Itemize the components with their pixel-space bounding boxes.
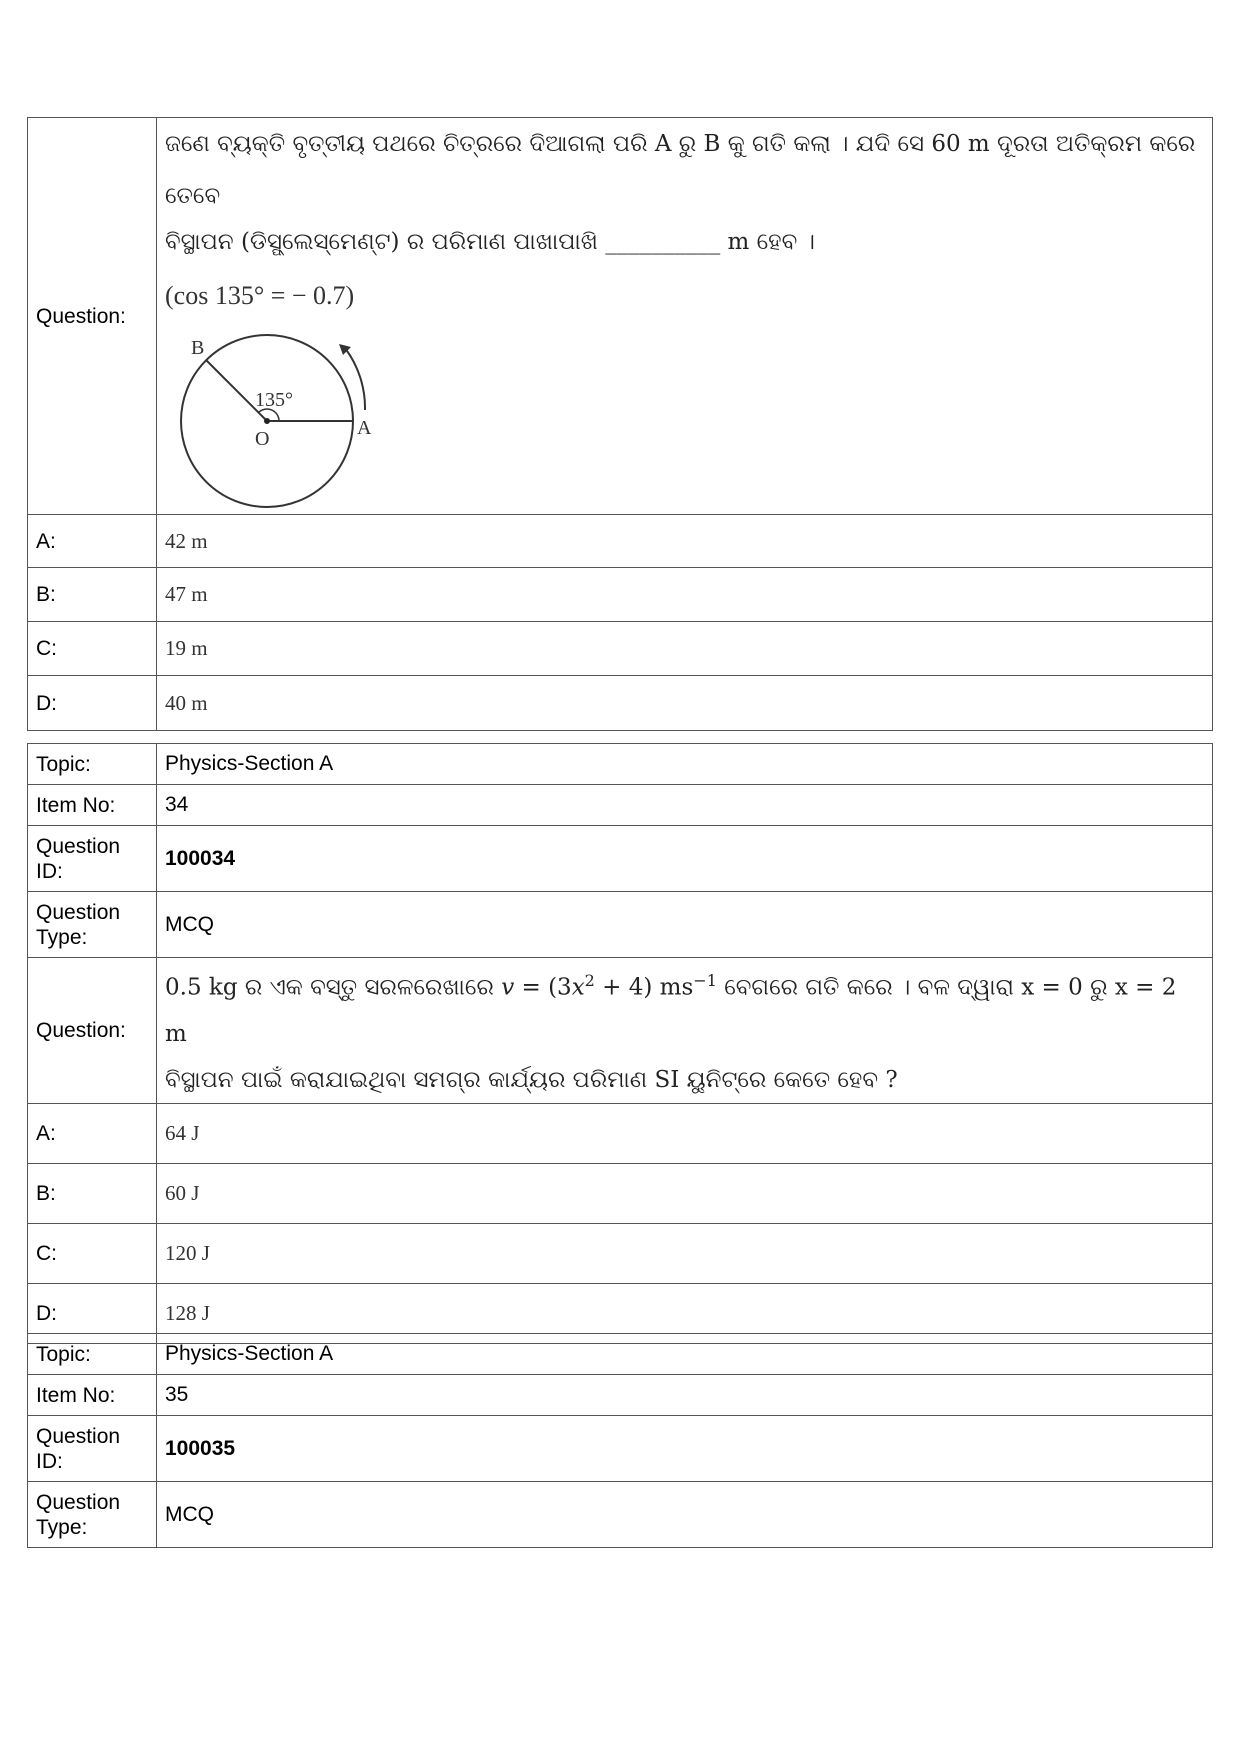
question-id-row [28,826,1213,892]
option-d-label: D: [28,676,157,731]
question-id-row [28,1416,1213,1482]
option-c-value: 19 m [157,622,1213,676]
center-point [264,418,270,424]
option-row [28,676,1213,731]
center-label: O [255,428,270,450]
option-row [28,1223,1213,1283]
option-a-value: 64 J [157,1103,1213,1163]
question-35-table [27,1333,1213,1548]
question-type-value: MCQ [157,1482,1213,1548]
topic-value: Physics-Section A [157,1334,1213,1375]
topic-label: Topic: [28,1334,157,1375]
option-d-label: D: [28,1283,157,1343]
question-id-value: 100035 [157,1416,1213,1482]
question-33-table [27,117,1213,731]
item-label: Item No: [28,785,157,826]
item-row [28,785,1213,826]
velocity-symbol: v [501,974,515,1001]
item-value: 35 [157,1375,1213,1416]
item-value: 34 [157,785,1213,826]
topic-row [28,1334,1213,1375]
topic-row [28,744,1213,785]
question-content [157,958,1213,1104]
option-row [28,1103,1213,1163]
option-a-label: A: [28,515,157,568]
option-d-value: 40 m [157,676,1213,731]
question-label: Question: [28,958,157,1104]
question-content [157,118,1213,515]
option-row [28,622,1213,676]
question-id-value: 100034 [157,826,1213,892]
point-a-label: A [357,417,372,439]
question-type-row [28,1482,1213,1548]
question-type-label: Question Type: [28,1482,157,1548]
question-label: Question: [28,118,157,515]
option-d-value: 128 J [157,1283,1213,1343]
question-id-label: Question ID: [28,1416,157,1482]
point-b-label: B [191,337,205,359]
option-row [28,1163,1213,1223]
question-text-line2: ବିସ୍ଥାପନ ପାଇଁ କରାଯାଇଥିବା ସମଗ୍ର କାର୍ଯ୍ୟର ପରିମାଣ SI ୟୁନିଟ୍‌ରେ କେତେ ହେବ ? [165,1066,898,1093]
option-b-label: B: [28,1163,157,1223]
option-row [28,568,1213,622]
question-34-table [27,743,1213,1344]
option-b-label: B: [28,568,157,622]
question-row [28,118,1213,515]
topic-label: Topic: [28,744,157,785]
question-type-value: MCQ [157,892,1213,958]
exponent: 2 [584,971,595,990]
question-text-line2: ବିସ୍ଥାପନ (ଡିସ୍ପ୍ଲେସ୍‌ମେଣ୍ଟ) ର ପରିମାଣ ପାଖାପାଖି __________ m ହେବ । [165,229,815,255]
equation-part: = (3 [514,974,572,1001]
variable-x: x [571,974,585,1001]
angle-label: 135° [255,389,293,411]
option-c-value: 120 J [157,1223,1213,1283]
option-b-value: 47 m [157,568,1213,622]
question-text-line1: ଜଣେ ବ୍ୟକ୍ତି ବୃତ୍ତୀୟ ପଥରେ ଚିତ୍ରରେ ଦିଆଗଲା ପରି A ରୁ B କୁ ଗତି କଲା । ଯଦି ସେ 60 m ଦୂରତା ଅତିକ୍ରମ କରେ ତେବେ [165,131,1196,209]
question-type-label: Question Type: [28,892,157,958]
exponent: −1 [693,971,717,990]
direction-arrow [345,348,365,410]
item-row [28,1375,1213,1416]
question-text-line1 [165,958,1204,1057]
question-text-part: 0.5 kg ର ଏକ ବସ୍ତୁ ସରଳରେଖାରେ [165,974,502,1001]
question-formula: (cos 135° = − 0.7) [165,281,355,310]
option-a-value: 42 m [157,515,1213,568]
circle-diagram [169,324,399,514]
topic-value: Physics-Section A [157,744,1213,785]
option-a-label: A: [28,1103,157,1163]
question-text-part: ବେଗରେ ଗତି କରେ । ବଳ ଦ୍ୱାରା x = 0 ରୁ x = 2 m [165,974,1177,1047]
item-label: Item No: [28,1375,157,1416]
option-c-label: C: [28,1223,157,1283]
question-row [28,958,1213,1104]
option-b-value: 60 J [157,1163,1213,1223]
option-c-label: C: [28,622,157,676]
question-id-label: Question ID: [28,826,157,892]
equation-part: + 4) ms [594,974,694,1001]
option-row [28,515,1213,568]
question-type-row [28,892,1213,958]
